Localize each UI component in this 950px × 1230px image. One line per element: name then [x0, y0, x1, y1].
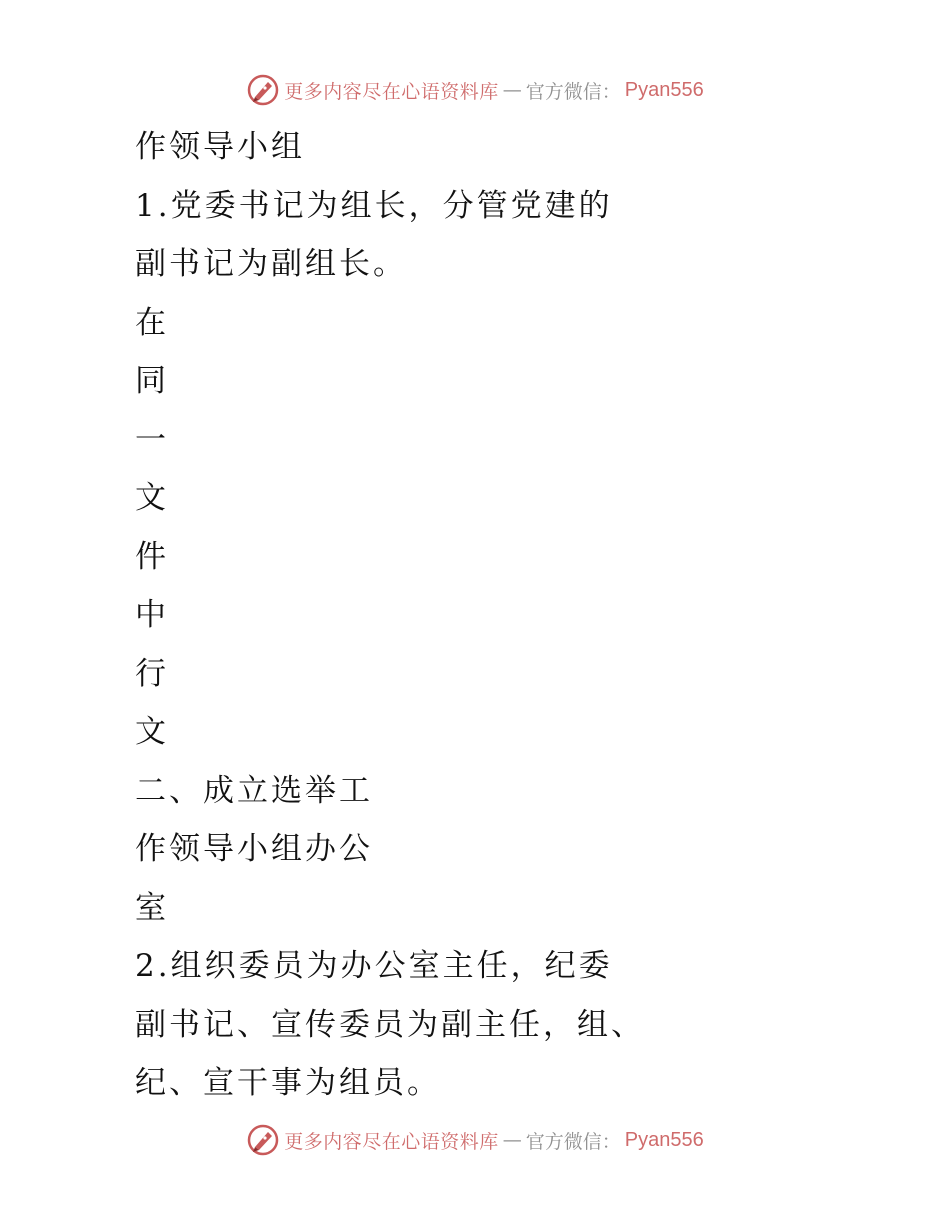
body-line: 作领导小组 — [135, 129, 305, 165]
pen-nib-logo-icon — [246, 73, 280, 107]
body-line: 副书记、宣传委员为副主任，组、 — [135, 1006, 645, 1043]
body-line: 同 — [135, 363, 169, 399]
footer-banner — [0, 1120, 950, 1160]
body-line: 文 — [135, 480, 169, 516]
header-banner-separator: — — [502, 79, 522, 101]
body-line: 行 — [135, 655, 169, 692]
header-banner — [0, 70, 950, 110]
header-wechat-label: 官方微信： — [525, 80, 621, 103]
footer-banner-separator: — — [502, 1129, 522, 1151]
pen-nib-logo-icon — [246, 1123, 280, 1157]
body-line: 作领导小组办公 — [135, 831, 373, 867]
body-line: 文 — [135, 714, 169, 750]
document-body — [135, 118, 875, 1113]
body-line: 中 — [135, 597, 169, 633]
body-line: 1.党委书记为组长，分管党建的 — [135, 187, 613, 224]
body-line: 纪、宣干事为组员。 — [135, 1065, 441, 1101]
footer-wechat-label: 官方微信： — [525, 1130, 621, 1153]
body-line: 二、成立选举工 — [135, 772, 373, 809]
body-line: 件 — [135, 538, 169, 575]
header-banner-inner — [246, 73, 704, 107]
body-line: 在 — [135, 304, 169, 341]
body-line: 室 — [135, 889, 169, 926]
footer-banner-text: 更多内容尽在心语资料库 — [284, 1130, 499, 1153]
header-banner-text: 更多内容尽在心语资料库 — [284, 80, 499, 103]
footer-banner-inner — [246, 1123, 704, 1157]
header-wechat-id: Pyan556 — [624, 78, 704, 101]
body-line: 一 — [135, 421, 169, 458]
body-line: 2.组织委员为办公室主任，纪委 — [135, 948, 613, 984]
body-line: 副书记为副组长。 — [135, 246, 407, 282]
footer-wechat-id: Pyan556 — [624, 1128, 704, 1151]
